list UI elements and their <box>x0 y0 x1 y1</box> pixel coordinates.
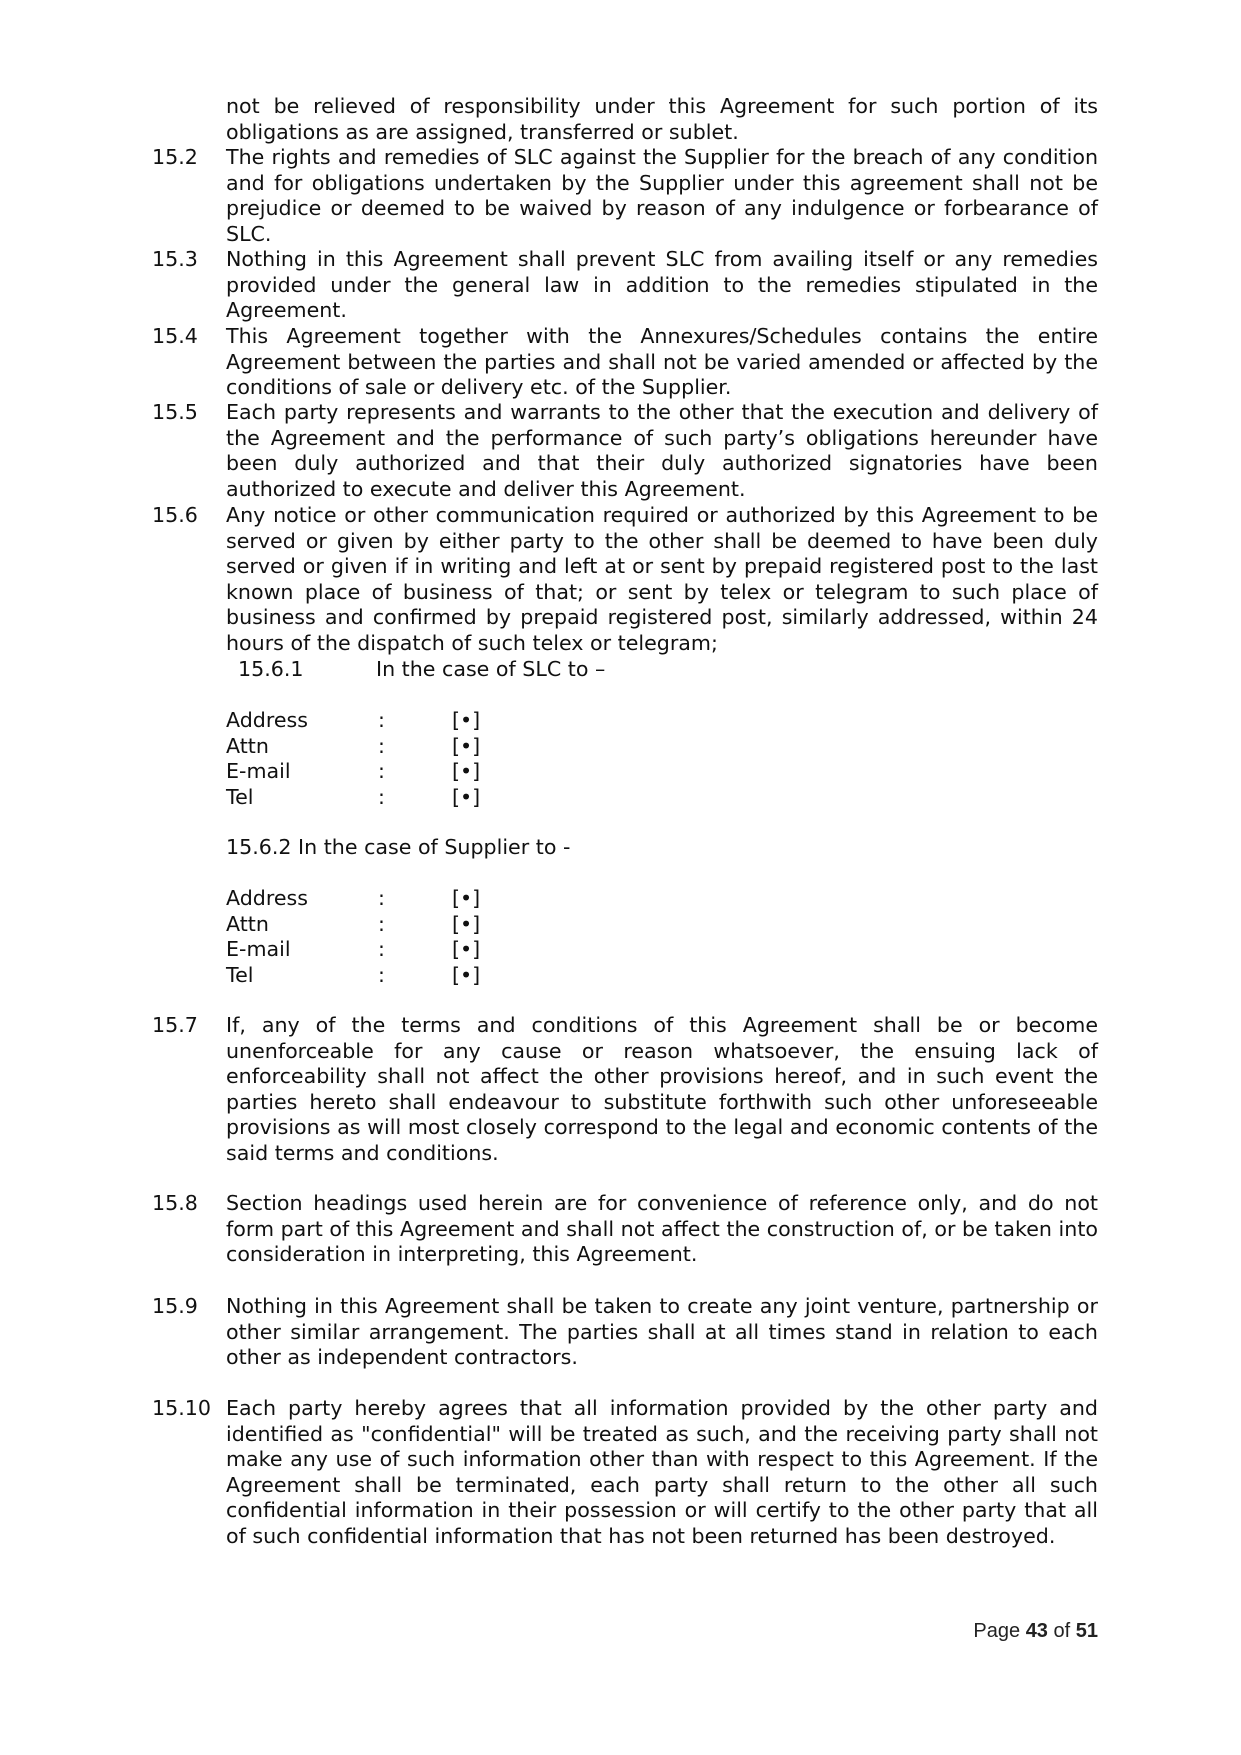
contact-separator: : <box>378 759 385 783</box>
contact-row <box>226 886 526 912</box>
clause-text: Nothing in this Agreement shall prevent SLC from availing itself or any remedies provided under the general law in addition to the remedies stipulated in the Agreement. <box>226 247 1098 322</box>
clause-number: 15.3 <box>152 247 198 271</box>
contact-row <box>226 912 526 938</box>
contact-separator: : <box>378 708 385 732</box>
contact-value: [•] <box>452 962 481 987</box>
clause-number: 15.2 <box>152 145 198 169</box>
subclause-15-6-2: 15.6.2 In the case of Supplier to - <box>226 835 571 859</box>
contact-separator: : <box>378 784 385 809</box>
contact-value: [•] <box>452 784 481 809</box>
contact-label: Attn <box>226 733 269 758</box>
contact-separator: : <box>378 733 385 758</box>
clause-number: 15.7 <box>152 1013 198 1037</box>
clause-text: Each party hereby agrees that all information provided by the other party and identified as "confidential" will be treated as such, and the receiving party shall not make any use of such information other than with respect to this Agreement. If the Agreement shall be terminated, each party shall return to the other all such confidential information in their possession or will certify to the other party that all of such confidential information that has not been returned has been destroyed. <box>226 1396 1098 1548</box>
contact-row <box>226 937 526 963</box>
page-footer <box>968 1620 1098 1643</box>
clause-number: 15.4 <box>152 324 198 348</box>
contact-label: E-mail <box>226 937 291 961</box>
clause-text: The rights and remedies of SLC against the Supplier for the breach of any condition and for obligations undertaken by the Supplier under this agreement shall not be prejudice or deemed to be waived by reason of any indulgence or forbearance of SLC. <box>226 145 1098 246</box>
contact-separator: : <box>378 937 385 961</box>
contact-row <box>226 785 526 811</box>
contact-value: [•] <box>452 733 481 758</box>
contact-separator: : <box>378 886 385 910</box>
clause-text: Each party represents and warrants to the other that the execution and delivery of the Agreement and the performance of such party’s obligations hereunder have been duly authorized and that their duly authorized signatories have been authorized to execute and deliver this Agreement. <box>226 400 1098 501</box>
clause-number: 15.8 <box>152 1191 198 1215</box>
clause-number: 15.6 <box>152 503 198 527</box>
clause-number: 15.9 <box>152 1294 198 1318</box>
contact-label: E-mail <box>226 759 291 783</box>
contact-value: [•] <box>452 886 481 910</box>
clause-text: Section headings used herein are for convenience of reference only, and do not form part of this Agreement and shall not affect the construction of, or be taken into consideration in interpreting, this Agreement. <box>226 1191 1098 1266</box>
contact-row <box>226 759 526 785</box>
contact-row <box>226 708 526 734</box>
contact-value: [•] <box>452 937 481 961</box>
clause-text: If, any of the terms and conditions of this Agreement shall be or become unenforceable for any cause or reason whatsoever, the ensuing lack of enforceability shall not affect the other provisions hereof, and in such event the parties hereto shall endeavour to substitute forthwith such other unforeseeable provisions as will most closely correspond to the legal and economic contents of the said terms and conditions. <box>226 1013 1098 1165</box>
contact-separator: : <box>378 911 385 936</box>
clause-text: Nothing in this Agreement shall be taken to create any joint venture, partnership or other similar arrangement. The parties shall at all times stand in relation to each other as independent contractors. <box>226 1294 1098 1369</box>
page-total: 51 <box>1075 1620 1098 1642</box>
contact-row <box>226 734 526 760</box>
continuation-paragraph: not be relieved of responsibility under this Agreement for such portion of its obligations as are assigned, transferred or sublet. <box>226 94 1098 144</box>
contact-row <box>226 963 526 989</box>
contact-label: Address <box>226 886 309 910</box>
contact-value: [•] <box>452 911 481 936</box>
clause-text: Any notice or other communication required or authorized by this Agreement to be served or given by either party to the other shall be deemed to have been duly served or given if in writing and left at or sent by prepaid registered post to the last known place of business of that; or sent by telex or telegram to such place of business and confirmed by prepaid registered post, similarly addressed, within 24 hours of the dispatch of such telex or telegram; <box>226 503 1098 655</box>
contact-value: [•] <box>452 708 481 732</box>
slc-contact-table <box>226 708 526 810</box>
supplier-contact-table <box>226 886 526 988</box>
page-number: 43 <box>1025 1620 1048 1642</box>
subclause-15-6-1-number: 15.6.1 <box>238 657 304 681</box>
clause-text: This Agreement together with the Annexures/Schedules contains the entire Agreement between the parties and shall not be varied amended or affected by the conditions of sale or delivery etc. of the Supplier. <box>226 324 1098 399</box>
page-of: of <box>1053 1620 1071 1642</box>
contact-label: Tel <box>226 784 254 809</box>
page-label: Page <box>973 1620 1021 1642</box>
subclause-15-6-1-text: In the case of SLC to – <box>376 657 606 681</box>
contact-label: Attn <box>226 911 269 936</box>
clause-number: 15.10 <box>152 1396 211 1420</box>
contact-separator: : <box>378 962 385 987</box>
contact-label: Address <box>226 708 309 732</box>
clause-number: 15.5 <box>152 400 198 424</box>
contact-label: Tel <box>226 962 254 987</box>
contact-value: [•] <box>452 759 481 783</box>
